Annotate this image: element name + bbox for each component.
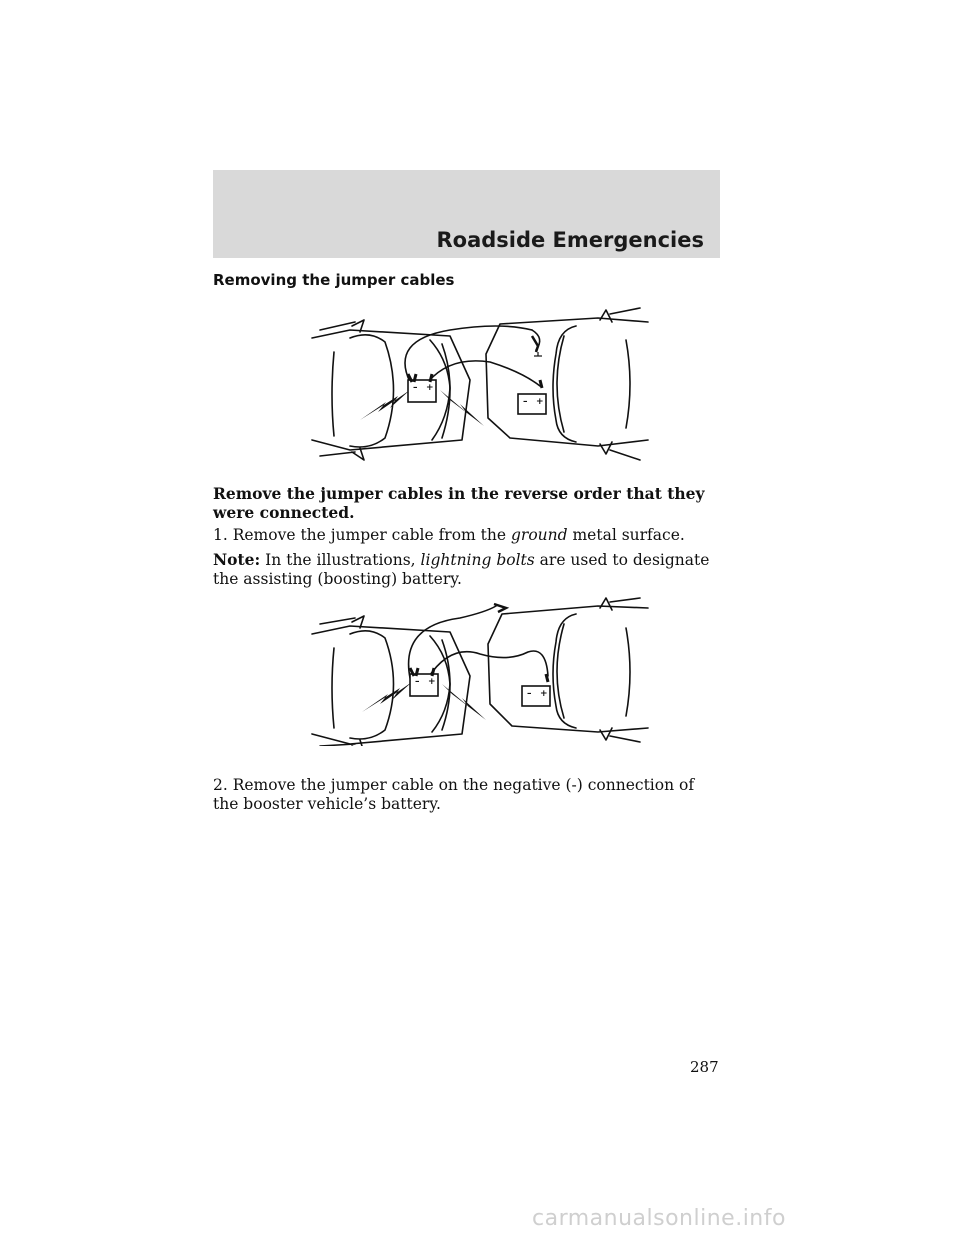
note-label: Note: xyxy=(213,550,261,569)
note-paragraph xyxy=(213,550,713,589)
intro-instruction: Remove the jumper cables in the reverse order that they were connected. xyxy=(213,484,705,522)
battery-minus-label: – xyxy=(415,677,420,687)
step-1-text-end: metal surface. xyxy=(567,526,685,544)
watermark-text: carmanualsonline.info xyxy=(532,1206,786,1231)
battery-minus-label: – xyxy=(527,689,532,699)
jumper-cable-illustration-2 xyxy=(310,596,650,746)
step-1-text-start: 1. Remove the jumper cable from the xyxy=(213,526,511,544)
jumper-cable-illustration-1 xyxy=(310,300,650,470)
battery-plus-label: + xyxy=(426,383,434,393)
battery-minus-label: – xyxy=(413,383,418,393)
header-band xyxy=(213,170,720,258)
battery-plus-label: + xyxy=(540,689,548,699)
page-header-title: Roadside Emergencies xyxy=(436,228,704,252)
section-heading: Removing the jumper cables xyxy=(213,271,455,289)
page-number: 287 xyxy=(690,1058,719,1076)
step-2: 2. Remove the jumper cable on the negative (-) connection of the booster vehicle’s battery. xyxy=(213,776,695,813)
note-text-end: are used to designate the assisting (boosting) battery. xyxy=(213,551,710,588)
step-1 xyxy=(213,526,713,545)
note-emphasis: lightning bolts xyxy=(420,551,535,569)
battery-plus-label: + xyxy=(428,677,436,687)
step-1-emphasis: ground xyxy=(511,526,568,544)
note-text-start: In the illustrations, xyxy=(260,551,421,569)
battery-plus-label: + xyxy=(536,397,544,407)
battery-minus-label: – xyxy=(523,397,528,407)
